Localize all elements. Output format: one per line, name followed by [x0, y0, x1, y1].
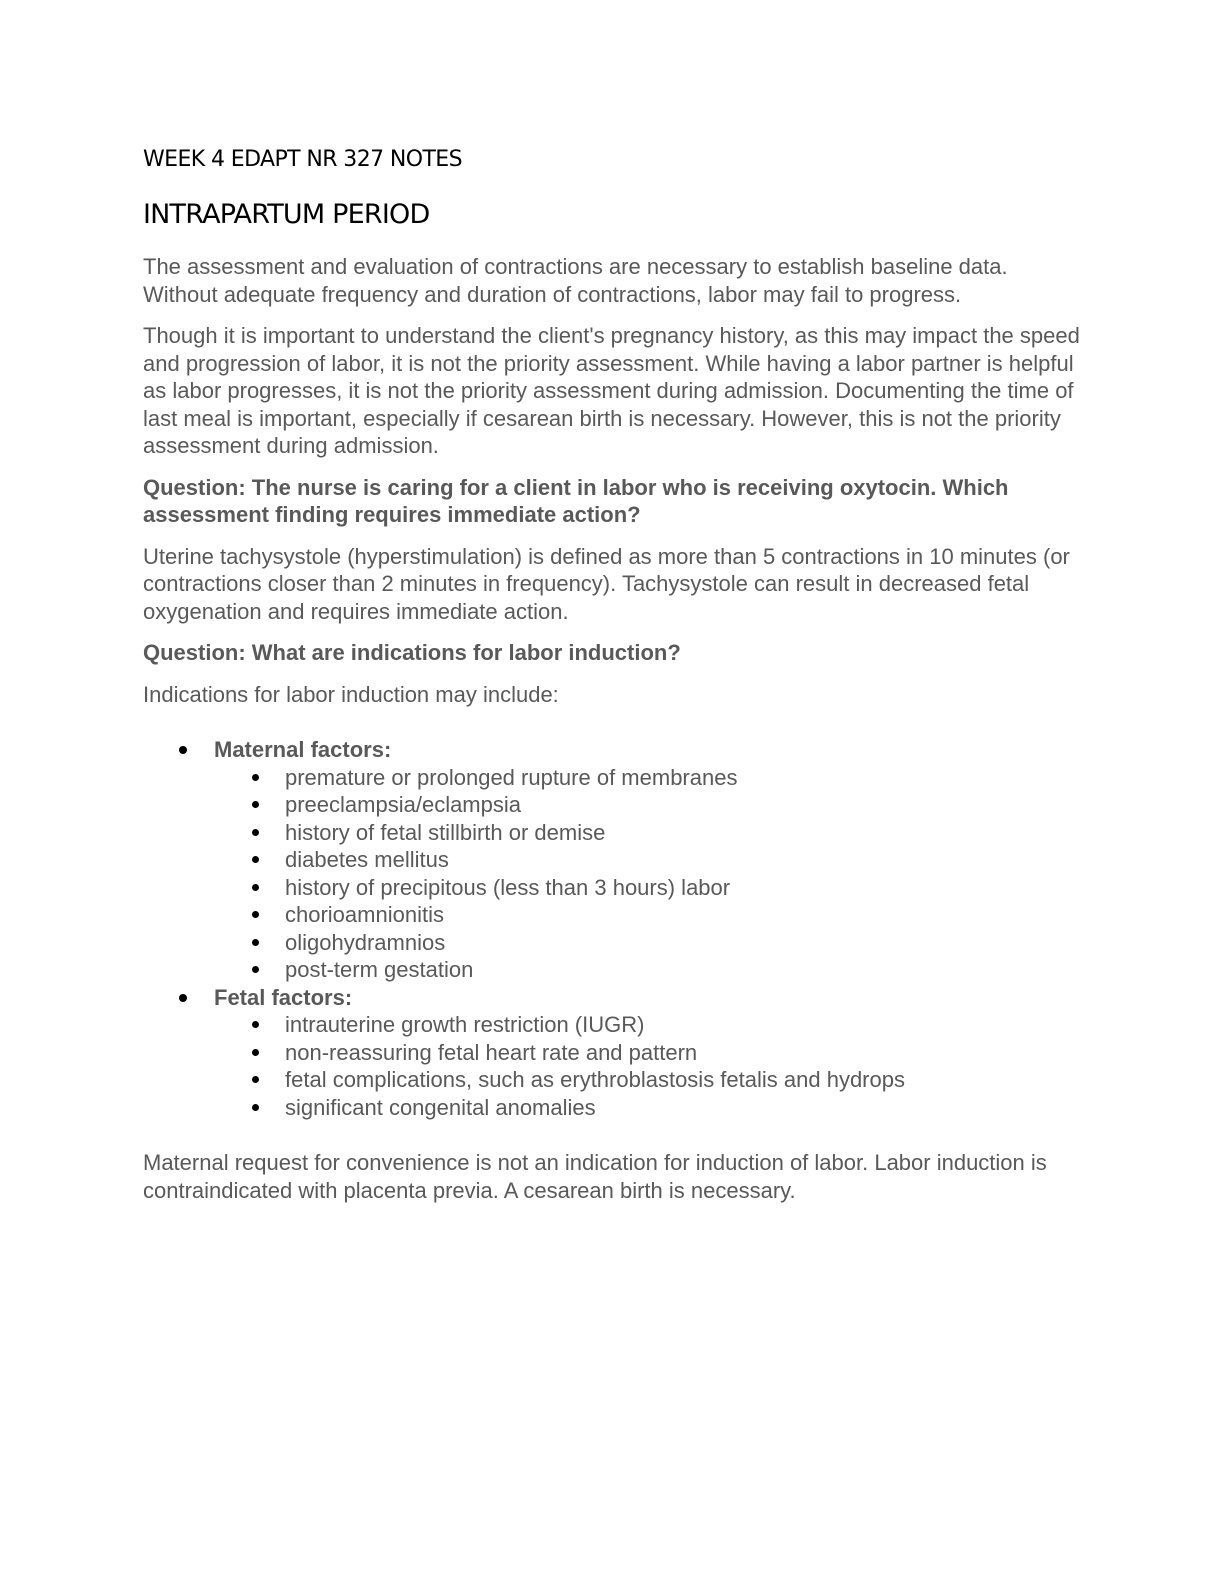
list-item: non-reassuring fetal heart rate and pattern — [214, 1039, 1083, 1067]
list-item: significant congenital anomalies — [214, 1094, 1083, 1122]
maternal-factors-list — [214, 764, 1083, 984]
maternal-factors-label: Maternal factors: — [214, 737, 392, 762]
fetal-factors-list — [214, 1011, 1083, 1121]
list-item: history of precipitous (less than 3 hours) labor — [214, 874, 1083, 902]
list-item-maternal — [143, 736, 1083, 984]
document-body — [143, 253, 1083, 1218]
paragraph-closing: Maternal request for convenience is not an indication for induction of labor. Labor induction is contraindicated with placenta previa. A cesarean birth is necessary. — [143, 1150, 1047, 1203]
list-item: history of fetal stillbirth or demise — [214, 819, 1083, 847]
list-item-fetal — [143, 984, 1083, 1122]
question-oxytocin: Question: The nurse is caring for a client in labor who is receiving oxytocin. Which assessment finding requires immediate action? — [143, 474, 1009, 527]
indications-list — [143, 736, 1083, 1121]
list-item: preeclampsia/eclampsia — [214, 791, 1083, 819]
list-item: oligohydramnios — [214, 929, 1083, 957]
indications-intro: Indications for labor induction may include: — [143, 681, 559, 707]
list-item: diabetes mellitus — [214, 846, 1083, 874]
answer-tachysystole: Uterine tachysystole (hyperstimulation) is defined as more than 5 contractions in 10 minutes (or contractions closer than 2 minutes in frequency). Tachysystole can result in decreased fetal oxygenation and requires immediate action. — [143, 543, 1070, 624]
question-induction: Question: What are indications for labor induction? — [143, 640, 681, 665]
fetal-factors-label: Fetal factors: — [214, 984, 353, 1010]
list-item: fetal complications, such as erythroblastosis fetalis and hydrops — [214, 1066, 1083, 1094]
paragraph-priority-assessment: Though it is important to understand the client's pregnancy history, as this may impact the speed and progression of labor, it is not the priority assessment. While having a labor partner is helpful as labor progresses, it is not the priority assessment during admission. Documenting the time of last meal is important, especially if cesarean birth is necessary. However, this is not the priority assessment during admission. — [143, 323, 1080, 458]
list-item: post-term gestation — [214, 956, 1083, 984]
document-title: WEEK 4 EDAPT NR 327 NOTES — [143, 147, 462, 172]
list-item: intrauterine growth restriction (IUGR) — [214, 1011, 1083, 1039]
list-item: premature or prolonged rupture of membranes — [214, 764, 1083, 792]
list-item: chorioamnionitis — [214, 901, 1083, 929]
section-title: INTRAPARTUM PERIOD — [143, 199, 430, 230]
paragraph-contractions: The assessment and evaluation of contractions are necessary to establish baseline data. Without adequate frequency and duration of contractions, labor may fail to progress. — [143, 254, 1008, 307]
